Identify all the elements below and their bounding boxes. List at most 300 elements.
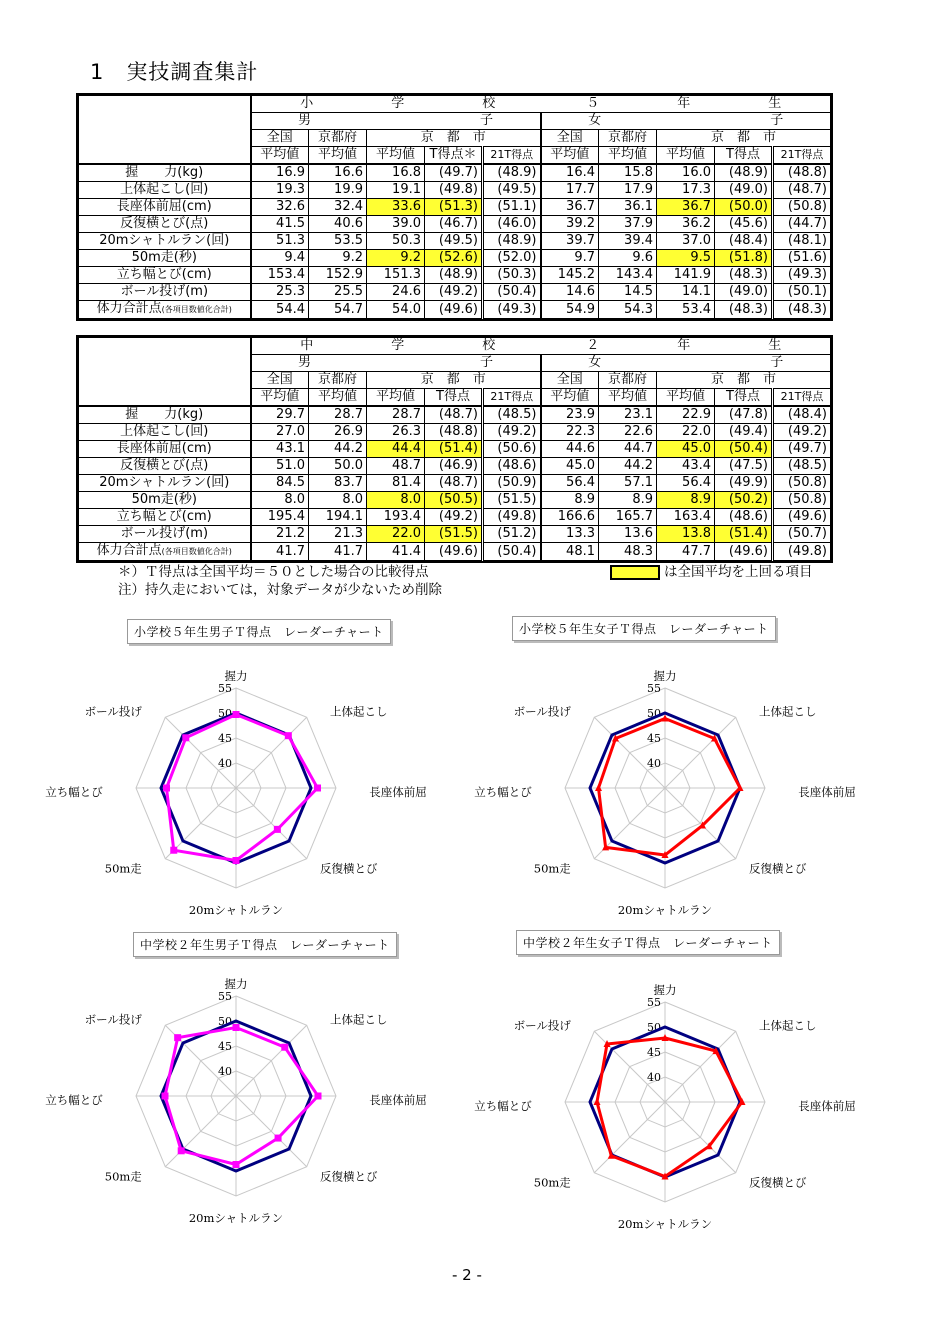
radar-axis-label: 握力 xyxy=(653,983,677,997)
cell-girls-1: 22.6 xyxy=(599,424,657,441)
cell-girls-1: 37.9 xyxy=(599,216,657,233)
cell-boys-3: (48.8) xyxy=(425,424,483,441)
cell-girls-2: 45.0 xyxy=(657,441,715,458)
header-tokuten: T得点 xyxy=(715,389,773,407)
radar-axis-label: ボール投げ xyxy=(513,704,571,719)
cell-boys-0: 9.4 xyxy=(251,250,309,267)
cell-girls-4: (49.8) xyxy=(773,543,831,561)
cell-girls-3: (49.9) xyxy=(715,475,773,492)
cell-girls-0: 9.7 xyxy=(541,250,599,267)
header-kyotofu: 京都府 xyxy=(599,130,657,147)
radar-point xyxy=(281,1044,288,1051)
radar-point xyxy=(274,826,281,833)
radar-tick-label: 45 xyxy=(647,732,661,745)
radar-axis-label: 50m走 xyxy=(104,861,142,876)
cell-girls-1: 39.4 xyxy=(599,233,657,250)
radar-axis-label: 握力 xyxy=(224,669,248,683)
header-tokuten: T得点 xyxy=(715,147,773,165)
row-label: ボール投げ(m) xyxy=(79,526,251,543)
cell-boys-3: (49.5) xyxy=(425,233,483,250)
header-21t: 21T得点 xyxy=(773,389,831,407)
cell-boys-4: (50.3) xyxy=(483,267,541,284)
cell-boys-2: 41.4 xyxy=(367,543,425,561)
cell-girls-3: (48.3) xyxy=(715,267,773,284)
header-heikin: 平均値 xyxy=(367,389,425,407)
cell-boys-4: (49.3) xyxy=(483,301,541,319)
cell-girls-2: 22.0 xyxy=(657,424,715,441)
cell-boys-3: (51.4) xyxy=(425,441,483,458)
cell-girls-0: 16.4 xyxy=(541,164,599,182)
header-kyotofu: 京都府 xyxy=(309,130,367,147)
cell-boys-2: 44.4 xyxy=(367,441,425,458)
cell-boys-3: (49.6) xyxy=(425,543,483,561)
cell-boys-1: 152.9 xyxy=(309,267,367,284)
page-title: 1 実技調査集計 xyxy=(90,60,259,84)
cell-boys-2: 28.7 xyxy=(367,406,425,424)
radar-tick-label: 50 xyxy=(218,1015,232,1028)
cell-girls-3: (50.2) xyxy=(715,492,773,509)
radar-title-elem-boys: 小学校５年生男子Ｔ得点 レーダーチャート xyxy=(127,619,391,644)
cell-girls-4: (50.1) xyxy=(773,284,831,301)
header-21t: 21T得点 xyxy=(483,389,541,407)
cell-boys-4: (50.4) xyxy=(483,284,541,301)
cell-boys-4: (48.5) xyxy=(483,406,541,424)
cell-boys-1: 25.5 xyxy=(309,284,367,301)
cell-boys-3: (46.9) xyxy=(425,458,483,475)
cell-girls-3: (50.0) xyxy=(715,199,773,216)
cell-boys-3: (48.7) xyxy=(425,475,483,492)
cell-girls-1: 48.3 xyxy=(599,543,657,561)
cell-girls-3: (49.0) xyxy=(715,182,773,199)
radar-axis-label: 20mシャトルラン xyxy=(188,1211,284,1225)
radar-point xyxy=(233,857,240,864)
cell-boys-4: (51.5) xyxy=(483,492,541,509)
cell-boys-3: (49.2) xyxy=(425,284,483,301)
cell-boys-2: 50.3 xyxy=(367,233,425,250)
cell-girls-4: (49.3) xyxy=(773,267,831,284)
radar-point xyxy=(170,847,177,854)
cell-boys-2: 193.4 xyxy=(367,509,425,526)
cell-boys-2: 33.6 xyxy=(367,199,425,216)
radar-axis-label: 長座体前屈 xyxy=(369,785,427,799)
cell-boys-0: 41.7 xyxy=(251,543,309,561)
cell-girls-2: 17.3 xyxy=(657,182,715,199)
cell-girls-4: (49.7) xyxy=(773,441,831,458)
radar-axis-label: 立ち幅とび xyxy=(45,785,103,799)
cell-girls-4: (49.6) xyxy=(773,509,831,526)
header-zenkoku: 全国 xyxy=(541,130,599,147)
cell-girls-1: 36.1 xyxy=(599,199,657,216)
cell-girls-0: 17.7 xyxy=(541,182,599,199)
radar-tick-label: 55 xyxy=(647,996,661,1009)
cell-boys-3: (48.7) xyxy=(425,406,483,424)
radar-tick-label: 55 xyxy=(218,682,232,695)
cell-girls-0: 8.9 xyxy=(541,492,599,509)
cell-girls-2: 36.7 xyxy=(657,199,715,216)
footnote-t-score: ＊）Ｔ得点は全国平均＝５０とした場合の比較得点 xyxy=(118,564,429,580)
cell-boys-2: 48.7 xyxy=(367,458,425,475)
radar-tick-label: 40 xyxy=(218,1065,232,1078)
cell-girls-2: 37.0 xyxy=(657,233,715,250)
cell-boys-2: 54.0 xyxy=(367,301,425,319)
cell-boys-3: (50.5) xyxy=(425,492,483,509)
cell-boys-4: (46.0) xyxy=(483,216,541,233)
header-heikin: 平均値 xyxy=(309,389,367,407)
radar-point xyxy=(162,1093,169,1100)
school-header: 小 学 校 ５ 年 生 xyxy=(251,96,831,113)
cell-boys-1: 9.2 xyxy=(309,250,367,267)
cell-girls-0: 166.6 xyxy=(541,509,599,526)
cell-boys-2: 26.3 xyxy=(367,424,425,441)
cell-girls-3: (47.5) xyxy=(715,458,773,475)
radar-axis-label: 立ち幅とび xyxy=(474,1099,532,1113)
cell-boys-1: 26.9 xyxy=(309,424,367,441)
radar-1 xyxy=(474,669,856,917)
cell-girls-3: (50.4) xyxy=(715,441,773,458)
cell-boys-3: (51.5) xyxy=(425,526,483,543)
cell-girls-0: 44.6 xyxy=(541,441,599,458)
cell-girls-0: 39.2 xyxy=(541,216,599,233)
header-heikin: 平均値 xyxy=(367,147,425,165)
radar-axis-label: 20mシャトルラン xyxy=(617,903,713,917)
header-kyotoshi: 京 都 市 xyxy=(657,372,831,389)
boys-header: 男 子 xyxy=(251,113,541,130)
cell-girls-4: (44.7) xyxy=(773,216,831,233)
cell-girls-2: 141.9 xyxy=(657,267,715,284)
cell-boys-0: 51.0 xyxy=(251,458,309,475)
radar-axis-label: 長座体前屈 xyxy=(798,1099,856,1113)
cell-boys-2: 22.0 xyxy=(367,526,425,543)
radar-axis-label: 立ち幅とび xyxy=(45,1093,103,1107)
cell-boys-0: 25.3 xyxy=(251,284,309,301)
radar-axis-label: 20mシャトルラン xyxy=(617,1217,713,1231)
radar-axis-label: 反復横とび xyxy=(748,861,807,876)
radar-tick-label: 45 xyxy=(647,1046,661,1059)
cell-girls-3: (48.9) xyxy=(715,164,773,182)
cell-boys-0: 51.3 xyxy=(251,233,309,250)
radar-axis-label: 長座体前屈 xyxy=(798,785,856,799)
radar-axis-label: 反復横とび xyxy=(748,1175,807,1190)
cell-girls-3: (48.6) xyxy=(715,509,773,526)
cell-boys-2: 151.3 xyxy=(367,267,425,284)
cell-girls-1: 143.4 xyxy=(599,267,657,284)
cell-girls-1: 8.9 xyxy=(599,492,657,509)
cell-boys-1: 21.3 xyxy=(309,526,367,543)
cell-boys-1: 8.0 xyxy=(309,492,367,509)
cell-girls-4: (51.6) xyxy=(773,250,831,267)
cell-girls-4: (50.8) xyxy=(773,199,831,216)
cell-girls-2: 53.4 xyxy=(657,301,715,319)
cell-girls-4: (48.3) xyxy=(773,301,831,319)
cell-boys-0: 153.4 xyxy=(251,267,309,284)
header-heikin: 平均値 xyxy=(541,147,599,165)
cell-girls-0: 56.4 xyxy=(541,475,599,492)
cell-girls-2: 47.7 xyxy=(657,543,715,561)
radar-point xyxy=(178,1147,185,1154)
cell-girls-1: 14.5 xyxy=(599,284,657,301)
radar-point xyxy=(182,734,189,741)
radar-point xyxy=(285,732,292,739)
radar-axis-label: 上体起こし xyxy=(329,704,388,719)
cell-girls-0: 14.6 xyxy=(541,284,599,301)
legend-text: は全国平均を上回る項目 xyxy=(664,564,813,580)
cell-girls-1: 44.7 xyxy=(599,441,657,458)
cell-girls-1: 9.6 xyxy=(599,250,657,267)
cell-boys-0: 29.7 xyxy=(251,406,309,424)
cell-boys-1: 19.9 xyxy=(309,182,367,199)
cell-boys-2: 39.0 xyxy=(367,216,425,233)
cell-girls-4: (50.8) xyxy=(773,475,831,492)
cell-girls-0: 54.9 xyxy=(541,301,599,319)
radar-axis-label: ボール投げ xyxy=(84,704,142,719)
cell-girls-1: 44.2 xyxy=(599,458,657,475)
row-label: 反復横とび(点) xyxy=(79,216,251,233)
cell-boys-2: 8.0 xyxy=(367,492,425,509)
cell-girls-0: 36.7 xyxy=(541,199,599,216)
cell-girls-0: 13.3 xyxy=(541,526,599,543)
header-kyotofu: 京都府 xyxy=(599,372,657,389)
row-label: 50m走(秒) xyxy=(79,492,251,509)
cell-boys-0: 54.4 xyxy=(251,301,309,319)
radar-series-line xyxy=(597,1038,742,1177)
cell-boys-1: 53.5 xyxy=(309,233,367,250)
cell-boys-3: (52.6) xyxy=(425,250,483,267)
radar-point xyxy=(174,1034,181,1041)
cell-boys-4: (52.0) xyxy=(483,250,541,267)
cell-boys-0: 21.2 xyxy=(251,526,309,543)
cell-girls-3: (47.8) xyxy=(715,406,773,424)
header-zenkoku: 全国 xyxy=(541,372,599,389)
radar-point xyxy=(163,785,170,792)
cell-boys-0: 8.0 xyxy=(251,492,309,509)
cell-girls-2: 14.1 xyxy=(657,284,715,301)
radar-axis-label: 50m走 xyxy=(533,861,571,876)
header-heikin: 平均値 xyxy=(599,147,657,165)
radar-tick-label: 50 xyxy=(647,1021,661,1034)
cell-boys-4: (51.2) xyxy=(483,526,541,543)
header-zenkoku: 全国 xyxy=(251,372,309,389)
radar-tick-label: 55 xyxy=(647,682,661,695)
cell-girls-3: (51.8) xyxy=(715,250,773,267)
radar-title-jh-boys: 中学校２年生男子Ｔ得点 レーダーチャート xyxy=(133,932,397,957)
row-label: 長座体前屈(cm) xyxy=(79,199,251,216)
cell-boys-4: (48.9) xyxy=(483,233,541,250)
radar-3 xyxy=(474,983,856,1231)
radar-tick-label: 40 xyxy=(647,1071,661,1084)
cell-girls-0: 22.3 xyxy=(541,424,599,441)
cell-boys-4: (48.9) xyxy=(483,164,541,182)
cell-girls-2: 36.2 xyxy=(657,216,715,233)
row-label: 立ち幅とび(cm) xyxy=(79,267,251,284)
cell-girls-1: 17.9 xyxy=(599,182,657,199)
cell-girls-4: (50.8) xyxy=(773,492,831,509)
radar-axis-label: 握力 xyxy=(224,977,248,991)
header-heikin: 平均値 xyxy=(309,147,367,165)
cell-boys-0: 43.1 xyxy=(251,441,309,458)
cell-boys-4: (50.6) xyxy=(483,441,541,458)
radar-axis-label: 上体起こし xyxy=(329,1012,388,1027)
cell-boys-1: 50.0 xyxy=(309,458,367,475)
radar-axis-label: 上体起こし xyxy=(758,704,817,719)
cell-boys-1: 40.6 xyxy=(309,216,367,233)
header-heikin: 平均値 xyxy=(251,389,309,407)
row-label: 長座体前屈(cm) xyxy=(79,441,251,458)
cell-boys-1: 194.1 xyxy=(309,509,367,526)
cell-boys-2: 24.6 xyxy=(367,284,425,301)
radar-tick-label: 50 xyxy=(218,707,232,720)
radar-axis-label: 20mシャトルラン xyxy=(188,903,284,917)
cell-boys-0: 32.6 xyxy=(251,199,309,216)
header-kyotoshi: 京 都 市 xyxy=(367,372,541,389)
total-sublabel: (各項目数値化合計) xyxy=(161,305,232,314)
cell-boys-0: 19.3 xyxy=(251,182,309,199)
radar-tick-label: 55 xyxy=(218,990,232,1003)
radar-axis-label: 立ち幅とび xyxy=(474,785,532,799)
cell-girls-3: (48.4) xyxy=(715,233,773,250)
cell-girls-3: (51.4) xyxy=(715,526,773,543)
cell-boys-0: 27.0 xyxy=(251,424,309,441)
radar-axis-label: 握力 xyxy=(653,669,677,683)
cell-boys-3: (48.9) xyxy=(425,267,483,284)
header-kyotofu: 京都府 xyxy=(309,372,367,389)
cell-girls-3: (49.6) xyxy=(715,543,773,561)
radar-axis-label: 50m走 xyxy=(533,1175,571,1190)
cell-girls-2: 163.4 xyxy=(657,509,715,526)
row-label: 20mシャトルラン(回) xyxy=(79,475,251,492)
cell-girls-3: (49.4) xyxy=(715,424,773,441)
cell-boys-0: 195.4 xyxy=(251,509,309,526)
radar-tick-label: 40 xyxy=(218,757,232,770)
cell-boys-4: (50.4) xyxy=(483,543,541,561)
cell-boys-2: 9.2 xyxy=(367,250,425,267)
radar-title-jh-girls: 中学校２年生女子Ｔ得点 レーダーチャート xyxy=(516,930,780,955)
boys-header: 男 子 xyxy=(251,355,541,372)
radar-0 xyxy=(45,669,427,917)
header-heikin: 平均値 xyxy=(657,147,715,165)
cell-boys-1: 32.4 xyxy=(309,199,367,216)
cell-girls-2: 9.5 xyxy=(657,250,715,267)
cell-boys-2: 19.1 xyxy=(367,182,425,199)
total-sublabel: (各項目数値化合計) xyxy=(161,547,232,556)
cell-girls-4: (50.7) xyxy=(773,526,831,543)
cell-boys-4: (50.9) xyxy=(483,475,541,492)
radar-point xyxy=(315,1093,322,1100)
radar-tick-label: 50 xyxy=(647,707,661,720)
cell-girls-2: 16.0 xyxy=(657,164,715,182)
header-tokuten: T得点 xyxy=(425,389,483,407)
cell-girls-2: 43.4 xyxy=(657,458,715,475)
row-label: 握 力(kg) xyxy=(79,164,251,182)
cell-boys-1: 54.7 xyxy=(309,301,367,319)
cell-boys-0: 41.5 xyxy=(251,216,309,233)
cell-girls-3: (45.6) xyxy=(715,216,773,233)
cell-boys-1: 16.6 xyxy=(309,164,367,182)
cell-boys-4: (49.5) xyxy=(483,182,541,199)
cell-girls-0: 23.9 xyxy=(541,406,599,424)
cell-girls-0: 48.1 xyxy=(541,543,599,561)
radar-tick-label: 45 xyxy=(218,1040,232,1053)
header-21t: 21T得点 xyxy=(483,147,541,165)
cell-girls-0: 145.2 xyxy=(541,267,599,284)
cell-girls-4: (48.8) xyxy=(773,164,831,182)
row-label: 上体起こし(回) xyxy=(79,182,251,199)
girls-header: 女 子 xyxy=(541,355,831,372)
cell-girls-1: 165.7 xyxy=(599,509,657,526)
cell-girls-4: (49.2) xyxy=(773,424,831,441)
page-number: - 2 - xyxy=(452,1266,482,1284)
row-label: 20mシャトルラン(回) xyxy=(79,233,251,250)
row-label: 立ち幅とび(cm) xyxy=(79,509,251,526)
footnote-endurance: 注）持久走においては，対象データが少ないため削除 xyxy=(118,582,442,598)
cell-girls-3: (49.0) xyxy=(715,284,773,301)
radar-tick-label: 45 xyxy=(218,732,232,745)
cell-girls-1: 15.8 xyxy=(599,164,657,182)
radar-point xyxy=(275,1135,282,1142)
cell-boys-3: (49.6) xyxy=(425,301,483,319)
radar-axis-label: 反復横とび xyxy=(319,1169,378,1184)
header-kyotoshi: 京 都 市 xyxy=(367,130,541,147)
cell-girls-2: 13.8 xyxy=(657,526,715,543)
radar-point xyxy=(233,711,240,718)
header-zenkoku: 全国 xyxy=(251,130,309,147)
cell-boys-1: 83.7 xyxy=(309,475,367,492)
total-label: 体力合計点 xyxy=(96,301,162,316)
cell-girls-1: 23.1 xyxy=(599,406,657,424)
cell-boys-0: 16.9 xyxy=(251,164,309,182)
header-tokuten: T得点＊ xyxy=(425,147,483,165)
radar-2 xyxy=(45,977,427,1225)
radar-axis-label: 反復横とび xyxy=(319,861,378,876)
cell-girls-4: (48.1) xyxy=(773,233,831,250)
radar-axis-label: 上体起こし xyxy=(758,1018,817,1033)
cell-girls-1: 13.6 xyxy=(599,526,657,543)
cell-girls-0: 39.7 xyxy=(541,233,599,250)
radar-axis-label: 50m走 xyxy=(104,1169,142,1184)
header-heikin: 平均値 xyxy=(251,147,309,165)
row-label: 反復横とび(点) xyxy=(79,458,251,475)
cell-girls-2: 8.9 xyxy=(657,492,715,509)
cell-girls-0: 45.0 xyxy=(541,458,599,475)
cell-girls-4: (48.4) xyxy=(773,406,831,424)
cell-boys-3: (49.7) xyxy=(425,164,483,182)
cell-boys-0: 84.5 xyxy=(251,475,309,492)
header-heikin: 平均値 xyxy=(657,389,715,407)
radar-axis-label: 長座体前屈 xyxy=(369,1093,427,1107)
cell-boys-3: (49.2) xyxy=(425,509,483,526)
header-kyotoshi: 京 都 市 xyxy=(657,130,831,147)
header-21t: 21T得点 xyxy=(773,147,831,165)
cell-boys-2: 81.4 xyxy=(367,475,425,492)
row-label: 上体起こし(回) xyxy=(79,424,251,441)
row-label: 50m走(秒) xyxy=(79,250,251,267)
cell-boys-1: 41.7 xyxy=(309,543,367,561)
cell-girls-1: 57.1 xyxy=(599,475,657,492)
row-label: 握 力(kg) xyxy=(79,406,251,424)
cell-boys-1: 44.2 xyxy=(309,441,367,458)
school-header: 中 学 校 ２ 年 生 xyxy=(251,338,831,355)
radar-axis-label: ボール投げ xyxy=(84,1012,142,1027)
cell-girls-3: (48.3) xyxy=(715,301,773,319)
cell-boys-1: 28.7 xyxy=(309,406,367,424)
header-heikin: 平均値 xyxy=(541,389,599,407)
cell-boys-4: (48.6) xyxy=(483,458,541,475)
radar-title-elem-girls: 小学校５年生女子Ｔ得点 レーダーチャート xyxy=(512,616,776,641)
radar-point xyxy=(233,1024,240,1031)
girls-header: 女 子 xyxy=(541,113,831,130)
radar-point xyxy=(233,1161,240,1168)
header-heikin: 平均値 xyxy=(599,389,657,407)
cell-boys-4: (51.1) xyxy=(483,199,541,216)
